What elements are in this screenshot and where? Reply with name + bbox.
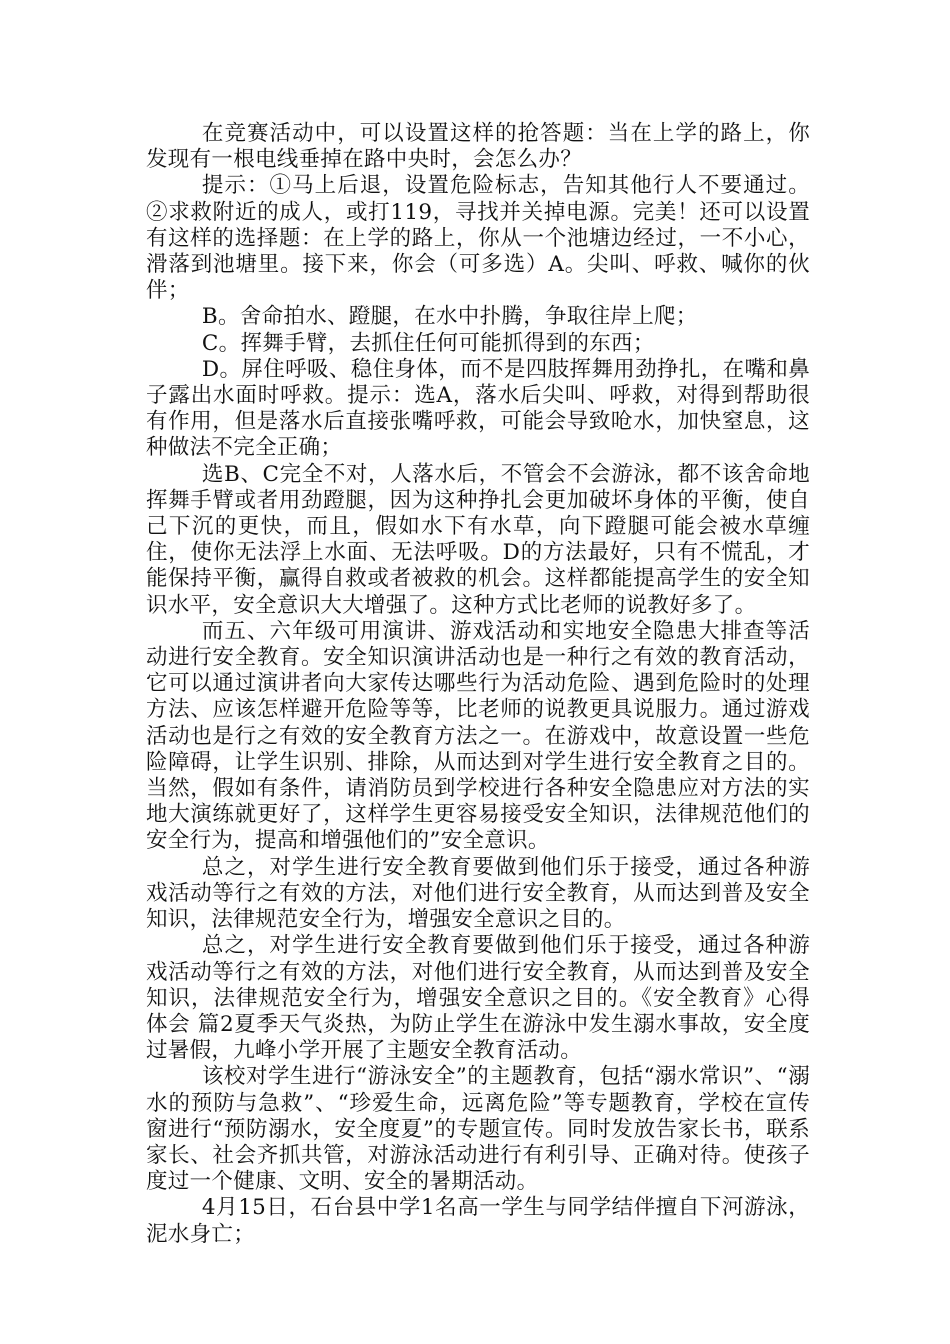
paragraph-5: D。屏住呼吸、稳住身体，而不是四肢挥舞用劲挣扎，在嘴和鼻子露出水面时呼救。提示：选A，落水后尖叫、呼救，对得到帮助很有作用，但是落水后直接张嘴呼救，可能会导致呛水，加快窒息，这种做法不完全正确； — [146, 356, 810, 461]
paragraph-7: 而五、六年级可用演讲、游戏活动和实地安全隐患大排查等活动进行安全教育。安全知识演讲活动也是一种行之有效的教育活动，它可以通过演讲者向大家传达哪些行为活动危险、遇到危险时的处理方法、应该怎样避开危险等等，比老师的说教更具说服力。通过游戏活动也是行之有效的安全教育方法之一。在游戏中，故意设置一些危险障碍，让学生识别、排除，从而达到对学生进行安全教育之目的。当然，假如有条件，请消防员到学校进行各种安全隐患应对方法的实地大演练就更好了，这样学生更容易接受安全知识，法律规范他们的安全行为，提高和增强他们的”安全意识。 — [146, 618, 810, 854]
paragraph-10: 该校对学生进行“游泳安全”的主题教育，包括“溺水常识”、“溺水的预防与急救”、“珍爱生命，远离危险”等专题教育，学校在宣传窗进行“预防溺水，安全度夏”的专题宣传。同时发放告家长书，联系家长、社会齐抓共管，对游泳活动进行有利引导、正确对待。使孩子度过一个健康、文明、安全的暑期活动。 — [146, 1064, 810, 1195]
paragraph-9: 总之，对学生进行安全教育要做到他们乐于接受，通过各种游戏活动等行之有效的方法，对他们进行安全教育，从而达到普及安全知识，法律规范安全行为，增强安全意识之目的。《安全教育》心得体会 篇2夏季天气炎热，为防止学生在游泳中发生溺水事故，安全度过暑假，九峰小学开展了主题安全教育活动。 — [146, 933, 810, 1064]
paragraph-1: 在竞赛活动中，可以设置这样的抢答题：当在上学的路上，你发现有一根电线垂掉在路中央时，会怎么办？ — [146, 121, 810, 173]
paragraph-3: B。舍命拍水、蹬腿，在水中扑腾，争取往岸上爬； — [201, 304, 698, 330]
paragraph-6: 选B、C完全不对，人落水后，不管会不会游泳，都不该舍命地挥舞手臂或者用劲蹬腿，因为这种挣扎会更加破坏身体的平衡，使自己下沉的更快，而且，假如水下有水草，向下蹬腿可能会被水草缠住，使你无法浮上水面、无法呼吸。D的方法最好，只有不慌乱，才能保持平衡，赢得自救或者被救的机会。这样都能提高学生的安全知识水平，安全意识大大增强了。这种方式比老师的说教好多了。 — [146, 461, 810, 618]
paragraph-11: 4月15日，石台县中学1名高一学生与同学结伴擅自下河游泳，泥水身亡； — [146, 1195, 810, 1247]
paragraph-4: C。挥舞手臂，去抓住任何可能抓得到的东西； — [201, 330, 655, 356]
document-body — [146, 121, 810, 1248]
paragraph-8: 总之，对学生进行安全教育要做到他们乐于接受，通过各种游戏活动等行之有效的方法，对他们进行安全教育，从而达到普及安全知识，法律规范安全行为，增强安全意识之目的。 — [146, 854, 810, 933]
paragraph-2: 提示：①马上后退，设置危险标志，告知其他行人不要通过。②求救附近的成人，或打119，寻找并关掉电源。完美！还可以设置有这样的选择题：在上学的路上，你从一个池塘边经过，一不小心，滑落到池塘里。接下来，你会（可多选）A。尖叫、呼救、喊你的伙伴； — [146, 173, 810, 304]
